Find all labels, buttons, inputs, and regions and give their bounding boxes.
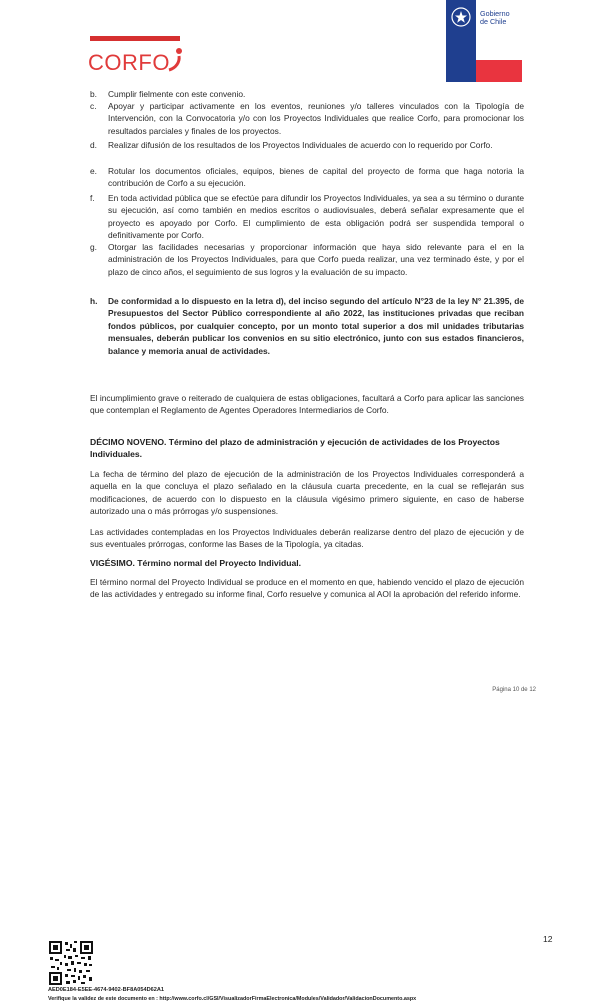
- document-code: AED0E184-E5EE-4674-9402-BF8A054D62A1: [48, 987, 164, 993]
- paragraph-actividades: Las actividades contempladas en los Proyectos Individuales deberán realizarse dentro del plazo de ejecución y de sus eventuales prórrogas, conforme las Bases de la Tipología, ya citadas.: [90, 527, 524, 550]
- list-item-text: De conformidad a lo dispuesto en la letra d), del inciso segundo del artículo N°23 de la ley N° 21.395, de Presupuestos del Sector Público correspondiente al año 2022, las instituciones privadas que reciban fondos públicos, por cualquier concepto, por un monto total superior a dos mil unidades tributarias mensuales, deberán publicar los convenios en su sitio electrónico, junto con sus estados financieros, balance y memoria anual de actividades.: [108, 296, 524, 356]
- list-marker: c.: [90, 101, 97, 111]
- list-item-h: [90, 295, 524, 357]
- corfo-logo-bar: [90, 36, 180, 41]
- list-marker: e.: [90, 166, 97, 176]
- list-item-f: [90, 192, 524, 242]
- gobierno-de-chile-logo: [446, 0, 522, 82]
- list-item-text: Realizar difusión de los resultados de los Proyectos Individuales de acuerdo con lo requerido por Corfo.: [108, 140, 493, 150]
- coat-of-arms-icon: [450, 6, 472, 28]
- list-item-e: [90, 165, 524, 190]
- list-item-text: Cumplir fielmente con este convenio.: [108, 89, 246, 99]
- list-marker: f.: [90, 193, 95, 203]
- gov-logo-red-band: [476, 60, 522, 82]
- heading-decimo-noveno: DÉCIMO NOVENO. Término del plazo de administración y ejecución de actividades de los Proyectos Individuales.: [90, 437, 500, 460]
- list-item-text: Rotular los documentos oficiales, equipos, bienes de capital del proyecto de forma que haga notoria la contribución de Corfo a su ejecución.: [108, 166, 524, 189]
- paragraph-incumplimiento: El incumplimiento grave o reiterado de cualquiera de estas obligaciones, facultará a Corfo para aplicar las sanciones que contemplan el Reglamento de Agentes Operadores Intermediarios de Corfo.: [90, 393, 524, 416]
- gov-logo-line1: Gobierno: [480, 9, 510, 18]
- corfo-logo-figure-icon: [166, 46, 184, 74]
- paragraph-fecha-termino: La fecha de término del plazo de ejecución de la administración de los Proyectos Individuales corresponderá a aquella en la que concluya el plazo señalado en la cláusula cuarta precedente, en la cual se reflejarán sus modificaciones, de acuerdo con lo dispuesto en la cláusula vigésimo primero siguiente, en caso de haberse autorizado una o más prórrogas y/o suspensiones.: [90, 469, 524, 517]
- page-label: Página 10 de 12: [492, 687, 536, 693]
- heading-vigesimo: VIGÉSIMO. Término normal del Proyecto Individual.: [90, 558, 302, 568]
- gov-logo-line2: de Chile: [480, 17, 507, 26]
- list-marker: h.: [90, 296, 98, 306]
- verification-link-text: Verifique la validez de este documento en : http://www.corfo.cl/GSI/VisualizadorFirmaElectronica/Modules/Validador/ValidacionDocumento.aspx: [48, 996, 417, 1002]
- list-item-text: En toda actividad pública que se efectúe para difundir los Proyectos Individuales, ya sea a su término o durante su ejecución, así como también en medios escritos o audiovisuales, deberá señalar expresamente que el proyecto es apoyado por Corfo. El cumplimiento de esta obligación podrá ser suspendida temporal o definitivamente por Corfo.: [108, 193, 524, 241]
- list-item-b: [90, 88, 524, 100]
- list-item-text: Apoyar y participar activamente en los eventos, reuniones y/o talleres vinculados con la Tipología de Intervención, con la Convocatoria y/o con los Proyectos Individuales que realice Corfo, para promocionar los resultados parciales y finales de los proyectos.: [108, 101, 524, 136]
- list-marker: g.: [90, 242, 97, 252]
- qr-code-icon: [48, 940, 94, 986]
- page-number: 12: [543, 934, 553, 944]
- list-marker: b.: [90, 89, 97, 99]
- list-marker: d.: [90, 140, 97, 150]
- list-item-g: [90, 241, 524, 278]
- list-item-text: Otorgar las facilidades necesarias y proporcionar información que haya sido relevante para el en la administración de los Proyectos Individuales, para que Corfo pueda realizar, una vez terminado éste, y por el plazo de cinco años, el seguimiento de sus logros y la evaluación de su impacto.: [108, 242, 524, 277]
- paragraph-termino-normal: El término normal del Proyecto Individual se produce en el momento en que, habiendo vencido el plazo de ejecución de las actividades y entregado su informe final, Corfo resuelve y comunica al AOI la aprobación del referido informe.: [90, 577, 524, 600]
- gov-logo-text: [480, 10, 510, 26]
- corfo-logo: CORFO: [88, 50, 170, 75]
- list-item-c: [90, 100, 524, 137]
- list-item-d: [90, 139, 524, 151]
